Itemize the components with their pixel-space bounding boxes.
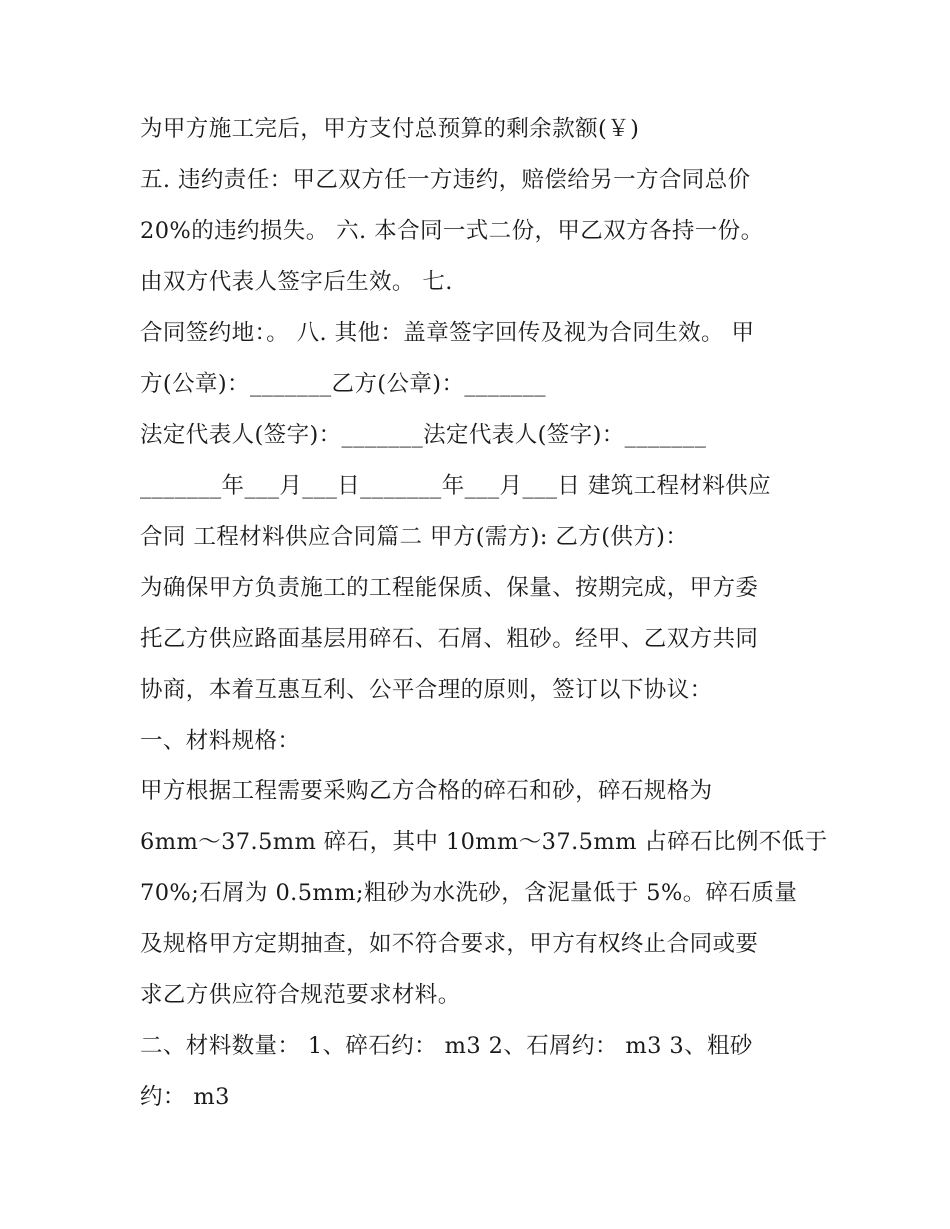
text-line: _______年___月___日_______年___月___日 建筑工程材料供应 (140, 473, 772, 499)
text-line: 五. 违约责任：甲乙双方任一方违约，赔偿给另一方合同总价 (140, 167, 751, 193)
text-line: 70%;石屑为 0.5mm;粗砂为水洗砂，含泥量低于 5%。碎石质量 (140, 880, 798, 906)
text-line: 约： m3 (140, 1084, 230, 1110)
text-line: 合同 工程材料供应合同篇二 甲方(需方): 乙方(供方)： (140, 524, 689, 550)
text-line: 协商，本着互惠互利、公平合理的原则，签订以下协议： (140, 677, 713, 703)
text-line: 为确保甲方负责施工的工程能保质、保量、按期完成，甲方委 (140, 575, 759, 601)
text-line: 为甲方施工完后，甲方支付总预算的剩余款额(￥) (140, 116, 640, 142)
text-line: 甲方根据工程需要采购乙方合格的碎石和砂，碎石规格为 (140, 778, 713, 804)
section-heading: 二、材料数量： 1、碎石约： m3 2、石屑约： m3 3、粗砂 (140, 1033, 753, 1059)
text-line: 方(公章)：_______乙方(公章)：_______ (140, 371, 546, 397)
text-line: 合同签约地：。 八. 其他：盖章签字回传及视为合同生效。 甲 (140, 320, 755, 346)
section-heading: 一、材料规格： (140, 728, 301, 754)
text-line: 求乙方供应符合规范要求材料。 (140, 982, 461, 1008)
text-line: 由双方代表人签字后生效。 七. (140, 269, 453, 295)
text-line: 20%的违约损失。 六. 本合同一式二份，甲乙双方各持一份。 (140, 218, 764, 244)
text-line: 及规格甲方定期抽查，如不符合要求，甲方有权终止合同或要 (140, 931, 759, 957)
text-line: 6mm～37.5mm 碎石，其中 10mm～37.5mm 占碎石比例不低于 (140, 829, 828, 855)
text-line: 法定代表人(签字)：_______法定代表人(签字)：_______ (140, 422, 707, 448)
text-line: 托乙方供应路面基层用碎石、石屑、粗砂。经甲、乙双方共同 (140, 626, 759, 652)
